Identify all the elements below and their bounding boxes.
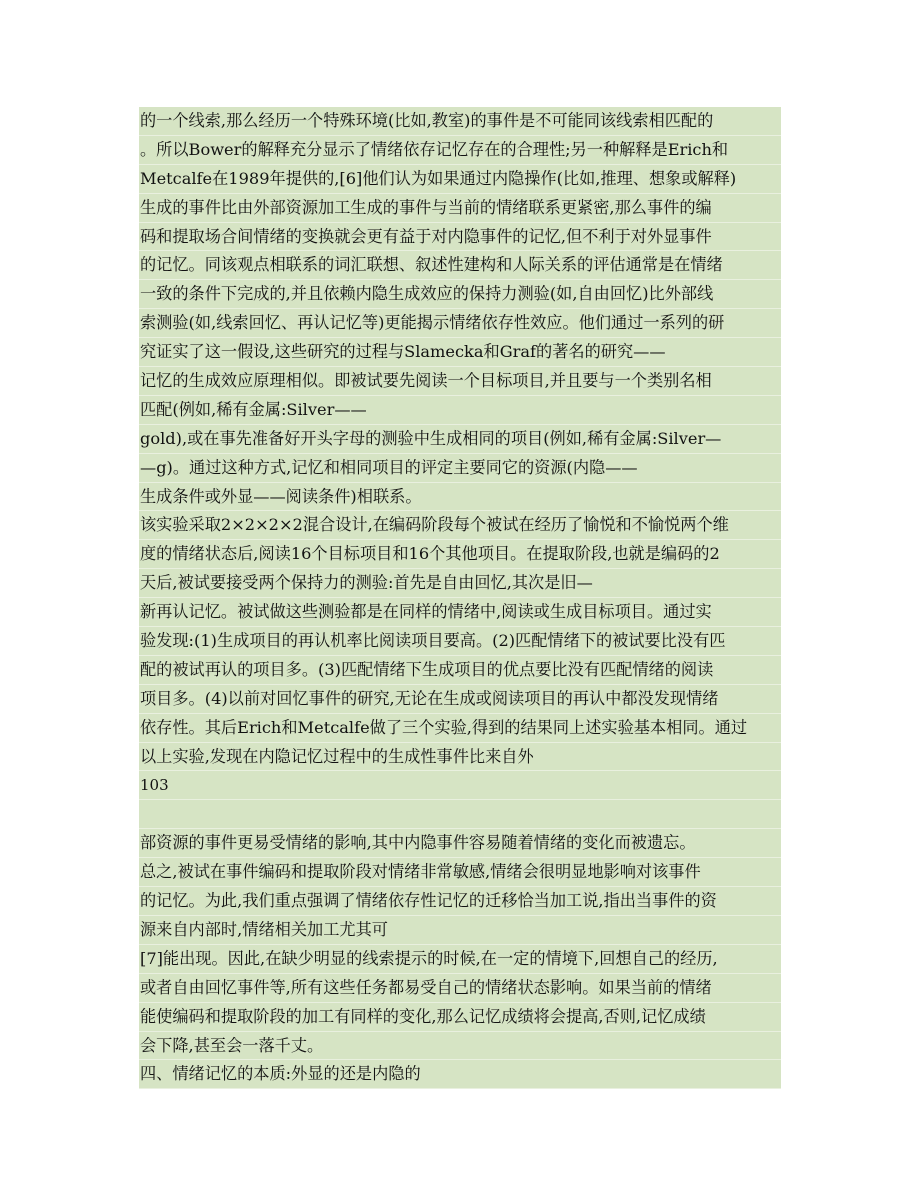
text-line: —g)。通过这种方式,记忆和相同项目的评定主要同它的资源(内隐—— [139,454,781,483]
text-line: 验发现:(1)生成项目的再认机率比阅读项目要高。(2)匹配情绪下的被试要比没有匹 [139,627,781,656]
text-line: 以上实验,发现在内隐记忆过程中的生成性事件比来自外 [139,743,781,772]
text-line: 的记忆。为此,我们重点强调了情绪依存性记忆的迁移恰当加工说,指出当事件的资 [139,887,781,916]
text-line: 该实验采取2×2×2×2混合设计,在编码阶段每个被试在经历了愉悦和不愉悦两个维 [139,511,781,540]
page-number: 103 [139,771,781,800]
text-line: 一致的条件下完成的,并且依赖内隐生成效应的保持力测验(如,自由回忆)比外部线 [139,280,781,309]
text-line: 。所以Bower的解释充分显示了情绪依存记忆存在的合理性;另一种解释是Erich和 [139,136,781,165]
text-line: 的记忆。同该观点相联系的词汇联想、叙述性建构和人际关系的评估通常是在情绪 [139,251,781,280]
text-line: 配的被试再认的项目多。(3)匹配情绪下生成项目的优点要比没有匹配情绪的阅读 [139,656,781,685]
text-line: 总之,被试在事件编码和提取阶段对情绪非常敏感,情绪会很明显地影响对该事件 [139,858,781,887]
text-line: 会下降,甚至会一落千丈。 [139,1032,781,1061]
document-page [139,107,781,1089]
text-line: 或者自由回忆事件等,所有这些任务都易受自己的情绪状态影响。如果当前的情绪 [139,974,781,1003]
text-line: 天后,被试要接受两个保持力的测验:首先是自由回忆,其次是旧— [139,569,781,598]
text-line: 究证实了这一假设,这些研究的过程与Slamecka和Graf的著名的研究—— [139,338,781,367]
text-line: 生成的事件比由外部资源加工生成的事件与当前的情绪联系更紧密,那么事件的编 [139,194,781,223]
text-line: 项目多。(4)以前对回忆事件的研究,无论在生成或阅读项目的再认中都没发现情绪 [139,685,781,714]
blank-line [139,800,781,829]
text-line: 生成条件或外显——阅读条件)相联系。 [139,483,781,512]
text-line: 部资源的事件更易受情绪的影响,其中内隐事件容易随着情绪的变化而被遗忘。 [139,829,781,858]
text-line: 依存性。其后Erich和Metcalfe做了三个实验,得到的结果同上述实验基本相同。通过 [139,714,781,743]
text-line: 匹配(例如,稀有金属:Silver—— [139,396,781,425]
text-line: 能使编码和提取阶段的加工有同样的变化,那么记忆成绩将会提高,否则,记忆成绩 [139,1003,781,1032]
text-line: 新再认记忆。被试做这些测验都是在同样的情绪中,阅读或生成目标项目。通过实 [139,598,781,627]
text-line: 记忆的生成效应原理相似。即被试要先阅读一个目标项目,并且要与一个类别名相 [139,367,781,396]
text-line: 的一个线索,那么经历一个特殊环境(比如,教室)的事件是不可能同该线索相匹配的 [139,107,781,136]
text-line: Metcalfe在1989年提供的,[6]他们认为如果通过内隐操作(比如,推理、想象或解释) [139,165,781,194]
text-line: 码和提取场合间情绪的变换就会更有益于对内隐事件的记忆,但不利于对外显事件 [139,223,781,252]
text-line: [7]能出现。因此,在缺少明显的线索提示的时候,在一定的情境下,回想自己的经历, [139,945,781,974]
text-line: 索测验(如,线索回忆、再认记忆等)更能揭示情绪依存性效应。他们通过一系列的研 [139,309,781,338]
text-line: 源来自内部时,情绪相关加工尤其可 [139,916,781,945]
text-line: 度的情绪状态后,阅读16个目标项目和16个其他项目。在提取阶段,也就是编码的2 [139,540,781,569]
section-heading: 四、情绪记忆的本质:外显的还是内隐的 [139,1060,781,1089]
text-line: gold),或在事先准备好开头字母的测验中生成相同的项目(例如,稀有金属:Silver— [139,425,781,454]
